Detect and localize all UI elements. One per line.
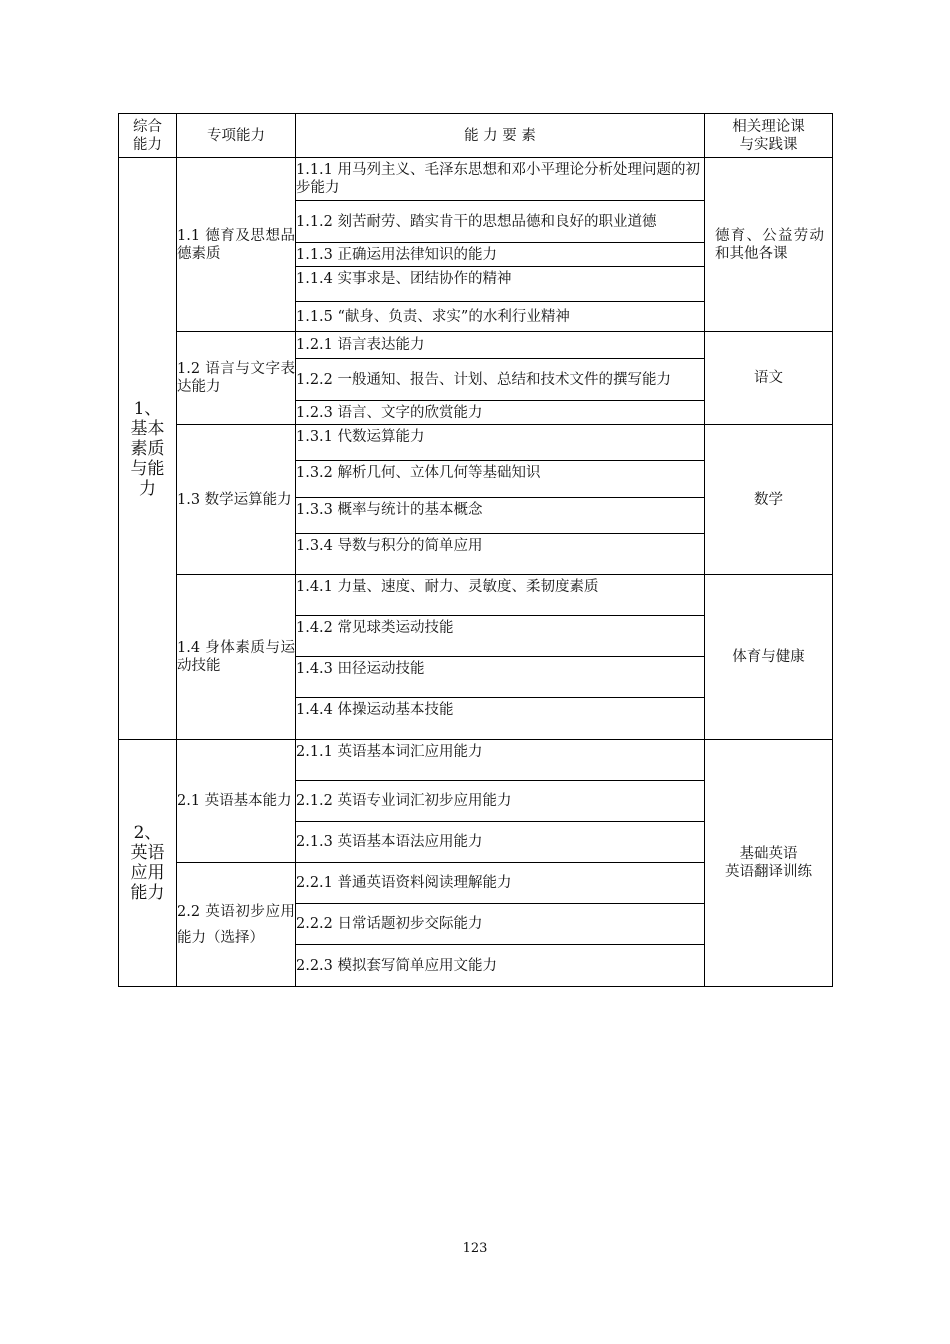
- table-row: [119, 332, 833, 359]
- element-1-1-2: 1.1.2 刻苦耐劳、踏实肯干的思想品德和良好的职业道德: [296, 201, 705, 243]
- specific-ability-2-1: 2.1 英语基本能力: [177, 740, 296, 863]
- element-2-1-3: 2.1.3 英语基本语法应用能力: [296, 822, 705, 863]
- specific-ability-1-2: 1.2 语言与文字表达能力: [177, 332, 296, 425]
- element-1-3-3: 1.3.3 概率与统计的基本概念: [296, 498, 705, 534]
- element-1-1-4: 1.1.4 实事求是、团结协作的精神: [296, 267, 705, 302]
- course-2: 基础英语 英语翻译训练: [705, 740, 833, 987]
- header-ability-elements: 能 力 要 素: [296, 114, 705, 158]
- element-1-4-4: 1.4.4 体操运动基本技能: [296, 698, 705, 740]
- table-row: [119, 740, 833, 781]
- element-1-3-4: 1.3.4 导数与积分的简单应用: [296, 534, 705, 575]
- table-row: [119, 575, 833, 616]
- element-1-2-2: 1.2.2 一般通知、报告、计划、总结和技术文件的撰写能力: [296, 359, 705, 401]
- table-header-row: [119, 114, 833, 158]
- header-related-courses: 相关理论课 与实践课: [705, 114, 833, 158]
- element-1-2-1: 1.2.1 语言表达能力: [296, 332, 705, 359]
- specific-ability-1-4: 1.4 身体素质与运动技能: [177, 575, 296, 740]
- element-1-1-5: 1.1.5 “献身、负责、求实”的水利行业精神: [296, 302, 705, 332]
- course-1-4: 体育与健康: [705, 575, 833, 740]
- element-1-1-3: 1.1.3 正确运用法律知识的能力: [296, 243, 705, 267]
- element-1-3-1: 1.3.1 代数运算能力: [296, 425, 705, 461]
- specific-ability-1-1: 1.1 德育及思想品德素质: [177, 158, 296, 332]
- element-2-2-1: 2.2.1 普通英语资料阅读理解能力: [296, 863, 705, 904]
- element-2-1-1: 2.1.1 英语基本词汇应用能力: [296, 740, 705, 781]
- header-comprehensive-ability: 综合 能力: [119, 114, 177, 158]
- ability-table: [118, 113, 833, 987]
- course-1-3: 数学: [705, 425, 833, 575]
- table-row: [119, 425, 833, 461]
- comprehensive-ability-basic: 1、 基本 素质 与能 力: [119, 158, 177, 740]
- course-1-1: 德育、公益劳动和其他各课: [705, 158, 833, 332]
- comprehensive-ability-english: 2、 英语 应用 能力: [119, 740, 177, 987]
- course-1-2: 语文: [705, 332, 833, 425]
- element-1-4-2: 1.4.2 常见球类运动技能: [296, 616, 705, 657]
- element-1-3-2: 1.3.2 解析几何、立体几何等基础知识: [296, 461, 705, 498]
- element-1-2-3: 1.2.3 语言、文字的欣赏能力: [296, 401, 705, 425]
- specific-ability-1-3: 1.3 数学运算能力: [177, 425, 296, 575]
- element-2-2-2: 2.2.2 日常话题初步交际能力: [296, 904, 705, 945]
- element-2-1-2: 2.1.2 英语专业词汇初步应用能力: [296, 781, 705, 822]
- element-2-2-3: 2.2.3 模拟套写简单应用文能力: [296, 945, 705, 987]
- element-1-1-1: 1.1.1 用马列主义、毛泽东思想和邓小平理论分析处理问题的初步能力: [296, 158, 705, 201]
- header-specific-ability: 专项能力: [177, 114, 296, 158]
- table-row: [119, 158, 833, 201]
- element-1-4-1: 1.4.1 力量、速度、耐力、灵敏度、柔韧度素质: [296, 575, 705, 616]
- page-number: 123: [462, 1241, 488, 1256]
- specific-ability-2-2: 2.2 英语初步应用能力（选择）: [177, 863, 296, 987]
- element-1-4-3: 1.4.3 田径运动技能: [296, 657, 705, 698]
